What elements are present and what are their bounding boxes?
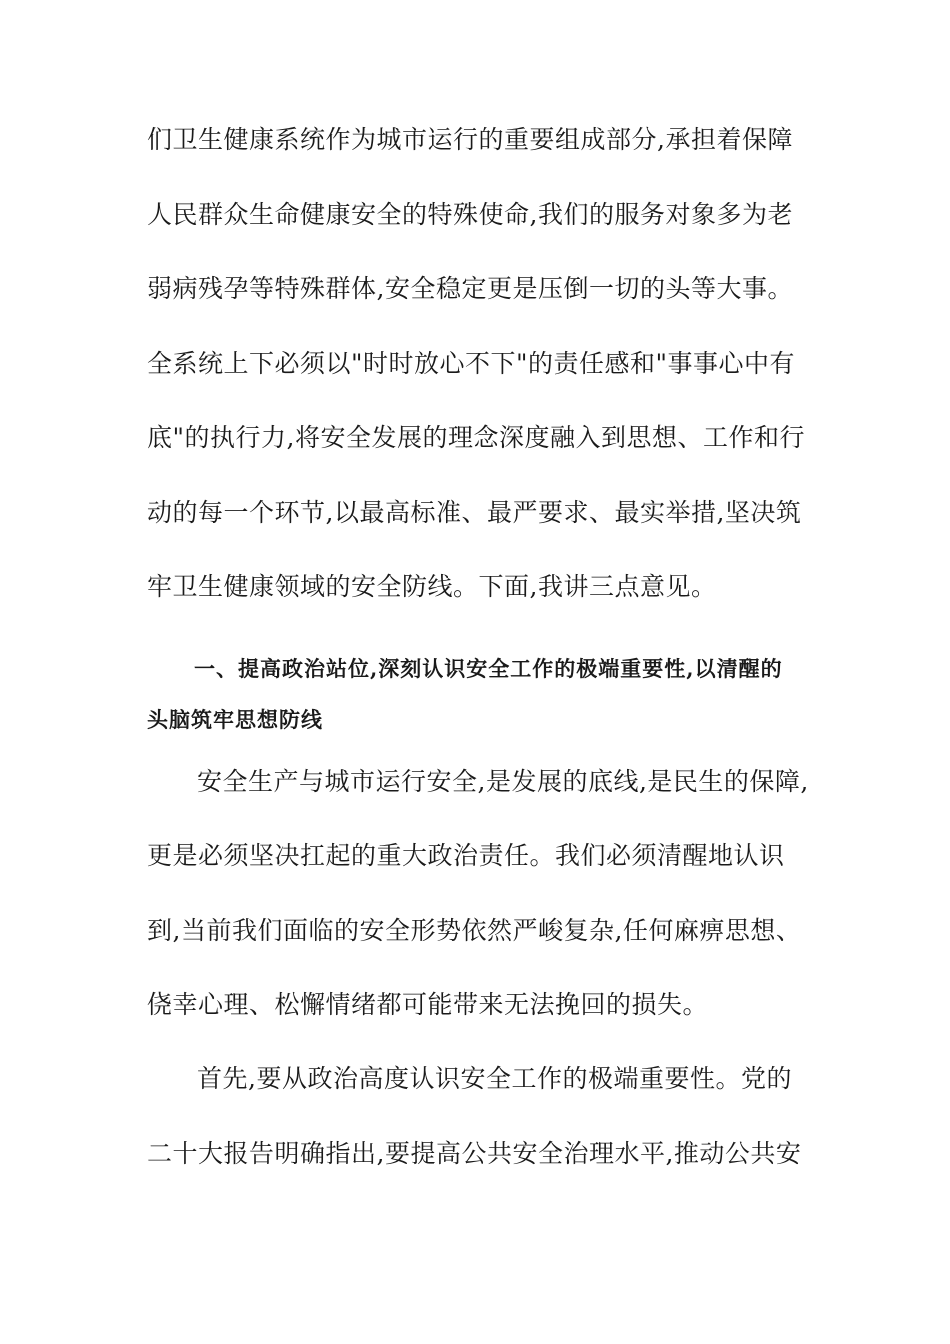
paragraph-2-line-2: 更是必须坚决扛起的重大政治责任。我们必须清醒地认识 [147, 841, 785, 870]
section-heading-line-2: 头脑筑牢思想防线 [147, 707, 323, 732]
paragraph-intro-line-3: 弱病残孕等特殊群体,安全稳定更是压倒一切的头等大事。 [147, 274, 793, 303]
paragraph-intro-line-7: 牢卫生健康领域的安全防线。下面,我讲三点意见。 [147, 572, 717, 601]
paragraph-2-line-4: 侥幸心理、松懈情绪都可能带来无法挽回的损失。 [147, 990, 709, 1019]
paragraph-intro-line-6: 动的每一个环节,以最高标准、最严要求、最实举措,坚决筑 [147, 498, 802, 527]
paragraph-2-line-1: 安全生产与城市运行安全,是发展的底线,是民生的保障, [197, 767, 809, 796]
section-heading-line-1: 一、提高政治站位,深刻认识安全工作的极端重要性,以清醒的 [194, 656, 783, 681]
paragraph-2-line-3: 到,当前我们面临的安全形势依然严峻复杂,任何麻痹思想、 [147, 916, 802, 945]
paragraph-3-line-1: 首先,要从政治高度认识安全工作的极端重要性。党的 [197, 1064, 792, 1093]
paragraph-intro-line-2: 人民群众生命健康安全的特殊使命,我们的服务对象多为老 [147, 200, 793, 229]
paragraph-intro-line-4: 全系统上下必须以"时时放心不下"的责任感和"事事心中有 [147, 349, 795, 378]
paragraph-intro-line-5: 底"的执行力,将安全发展的理念深度融入到思想、工作和行 [147, 423, 805, 452]
paragraph-3-line-2: 二十大报告明确指出,要提高公共安全治理水平,推动公共安 [147, 1139, 802, 1168]
paragraph-intro-line-1: 们卫生健康系统作为城市运行的重要组成部分,承担着保障 [147, 125, 793, 154]
